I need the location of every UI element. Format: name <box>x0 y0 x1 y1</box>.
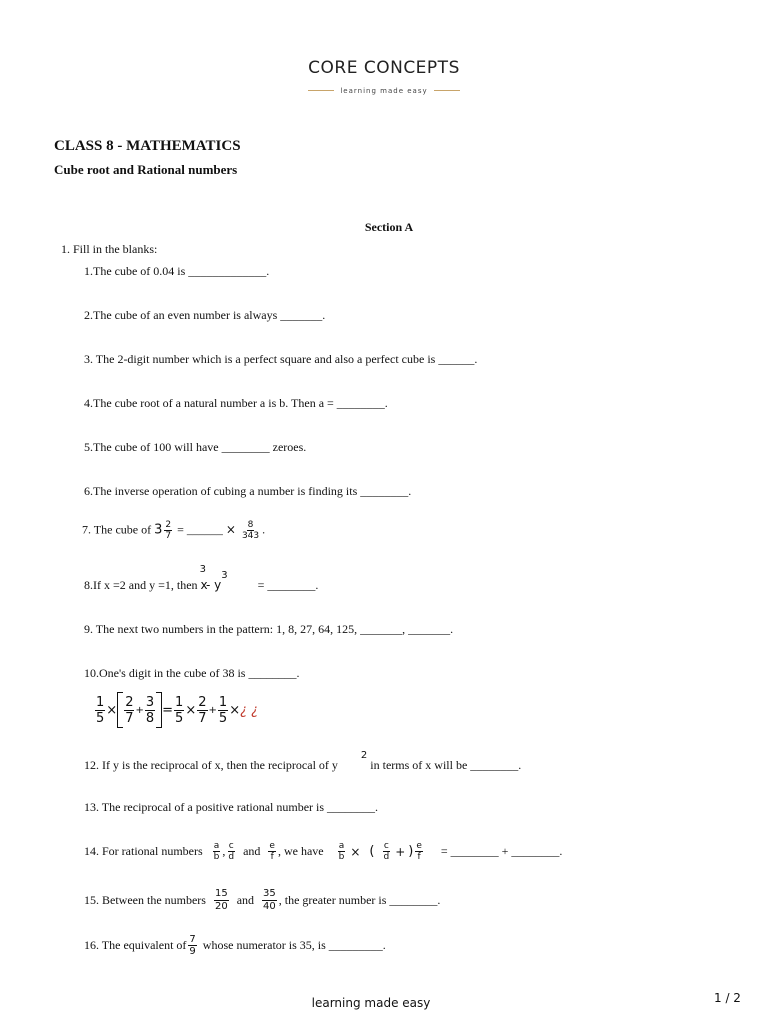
q14-b2: b <box>338 852 345 862</box>
page-title: CLASS 8 - MATHEMATICS <box>54 138 241 154</box>
q16-end: whose numerator is 35, is _________. <box>202 938 386 952</box>
q11-b-num: 2 <box>125 694 134 710</box>
q7-whole: 3 <box>154 522 163 538</box>
q14-we-have: , we have <box>277 844 324 858</box>
tagline-text: learning made easy <box>340 86 428 95</box>
q11-frac-b <box>124 695 134 726</box>
brand-tagline-wrap <box>0 80 768 95</box>
page-subtitle: Cube root and Rational numbers <box>54 162 238 177</box>
question-4: 4.The cube root of a natural number a is b. Then a = ________. <box>84 396 388 410</box>
q16-n: 7 <box>189 934 196 945</box>
q15-and: and <box>236 893 255 907</box>
q14-f2: f <box>417 852 421 862</box>
q14-a2: a <box>338 841 345 851</box>
q11-a-den: 5 <box>96 710 105 726</box>
q11-frac-a <box>95 695 105 726</box>
q15-prefix: 15. Between the numbers <box>84 893 206 907</box>
q14-e2: e <box>416 841 422 851</box>
q7-fraction <box>164 520 172 541</box>
q11-plus-1: + <box>135 704 144 716</box>
question-12 <box>84 750 522 773</box>
brand-logo: CORE CONCEPTS <box>308 58 460 78</box>
tagline-rule-right <box>434 90 460 91</box>
q14-frac-ab2 <box>338 841 346 862</box>
q16-frac <box>188 934 196 957</box>
q14-f: f <box>270 852 274 862</box>
tagline-rule-left <box>308 90 334 91</box>
question-16 <box>84 934 386 957</box>
q11-frac-f <box>218 695 228 726</box>
q12-end: in terms of x will be ________. <box>370 758 522 772</box>
q14-frac-cd2 <box>382 841 390 862</box>
q12-exp: 2 <box>360 750 368 761</box>
q8-exp2: 3 <box>221 570 228 581</box>
q8-prefix: 8.If x =2 and y =1, then <box>84 578 198 592</box>
q14-frac-ab <box>213 841 221 862</box>
q14-c2: c <box>383 841 389 851</box>
q14-times: × <box>350 844 361 859</box>
q14-paren-open: ( <box>369 844 375 859</box>
q8-minus-y: - y <box>206 578 222 592</box>
q8-blank: = ________. <box>257 578 319 592</box>
q7-prefix: 7. The cube of <box>82 522 152 537</box>
question-2: 2.The cube of an even number is always _______. <box>84 308 326 322</box>
q14-d: d <box>228 852 235 862</box>
q11-d-num: 1 <box>175 694 184 710</box>
q11-plus-2: + <box>208 704 217 716</box>
question-5: 5.The cube of 100 will have ________ zeroes. <box>84 440 307 454</box>
q11-tail: ¿ ¿ <box>240 702 259 718</box>
q11-e-den: 7 <box>198 710 207 726</box>
q15-frac-1 <box>214 888 229 913</box>
q11-equals: = <box>162 702 174 718</box>
footer-text: learning made easy <box>311 996 431 1010</box>
q14-paren-close: ) <box>408 844 414 859</box>
q11-f-num: 1 <box>218 694 228 710</box>
q14-e: e <box>269 841 275 851</box>
q7-frac2-num: 8 <box>247 520 254 530</box>
q11-d-den: 5 <box>175 710 184 726</box>
q14-frac-cd <box>227 841 235 862</box>
q7-frac2-den: 343 <box>241 531 260 541</box>
q14-and: and <box>243 844 261 858</box>
question-11 <box>94 692 258 728</box>
q15-n2: 35 <box>263 888 276 899</box>
q11-times-1: × <box>106 702 118 718</box>
q11-times-3: × <box>229 702 241 718</box>
brand-tagline <box>308 87 459 95</box>
q15-frac-2 <box>262 888 277 913</box>
question-9: 9. The next two numbers in the pattern: 1, 8, 27, 64, 125, _______, _______. <box>84 622 454 636</box>
q14-frac-ef <box>268 841 276 862</box>
q11-c-den: 8 <box>145 710 155 726</box>
q14-plus: + <box>395 844 406 859</box>
q14-blank: = ________ + ________. <box>440 844 563 858</box>
q8-x: x <box>200 578 208 592</box>
q14-c: c <box>228 841 234 851</box>
question-14: 14. For rational numbers $\frac{a}{b}$ , $\frac{c}{d}$ and $\frac{e}{f}$ , we have $\frac{a}{b}$ × ( $\frac{c}{d}$ + ) $\frac{e}{f}$ = ________ + ________. <box>84 841 563 862</box>
q14-d2: d <box>383 852 390 862</box>
q15-d2: 40 <box>263 901 276 912</box>
question-intro: 1. Fill in the blanks: <box>61 242 158 256</box>
question-10: 10.One's digit in the cube of 38 is ________. <box>84 666 300 680</box>
q14-prefix: 14. For rational numbers <box>84 844 203 858</box>
q16-prefix: 16. The equivalent of <box>84 938 187 952</box>
q7-times: × <box>225 522 236 537</box>
q14-a: a <box>213 841 220 851</box>
q11-a-num: 1 <box>96 694 105 710</box>
question-3: 3. The 2-digit number which is a perfect square and also a perfect cube is ______. <box>84 352 478 366</box>
page-number: 1 / 2 <box>714 991 741 1005</box>
question-8 <box>84 564 319 593</box>
q11-bracket-left <box>117 692 123 728</box>
q7-fraction-2 <box>241 520 260 541</box>
q7-frac-num: 2 <box>165 520 172 530</box>
q15-n1: 15 <box>214 888 228 899</box>
section-heading: Section A <box>364 220 414 234</box>
question-15 <box>84 888 440 913</box>
q11-e-num: 2 <box>198 694 207 710</box>
q7-end: . <box>262 522 266 537</box>
q11-frac-e <box>197 695 207 726</box>
q14-frac-ef2 <box>415 841 423 862</box>
q11-frac-d <box>174 695 184 726</box>
q7-frac-den: 7 <box>165 531 172 541</box>
q8-exp1: 3 <box>199 564 206 575</box>
q14-b: b <box>213 852 220 862</box>
q16-d: 9 <box>189 946 196 957</box>
q15-end: , the greater number is ________. <box>278 893 441 907</box>
q11-times-2: × <box>185 702 197 718</box>
q11-b-den: 7 <box>125 710 134 726</box>
question-7 <box>82 520 265 541</box>
question-13: 13. The reciprocal of a positive rational number is ________. <box>84 800 379 814</box>
q11-frac-c <box>145 695 155 726</box>
question-1: 1.The cube of 0.04 is _____________. <box>84 264 270 278</box>
q11-f-den: 5 <box>218 710 228 726</box>
question-6: 6.The inverse operation of cubing a number is finding its ________. <box>84 484 412 498</box>
q11-c-num: 3 <box>145 694 155 710</box>
q7-blank: = ______ <box>177 522 223 537</box>
q15-d1: 20 <box>214 901 228 912</box>
q12-text: 12. If y is the reciprocal of x, then the reciprocal of y <box>84 758 338 772</box>
